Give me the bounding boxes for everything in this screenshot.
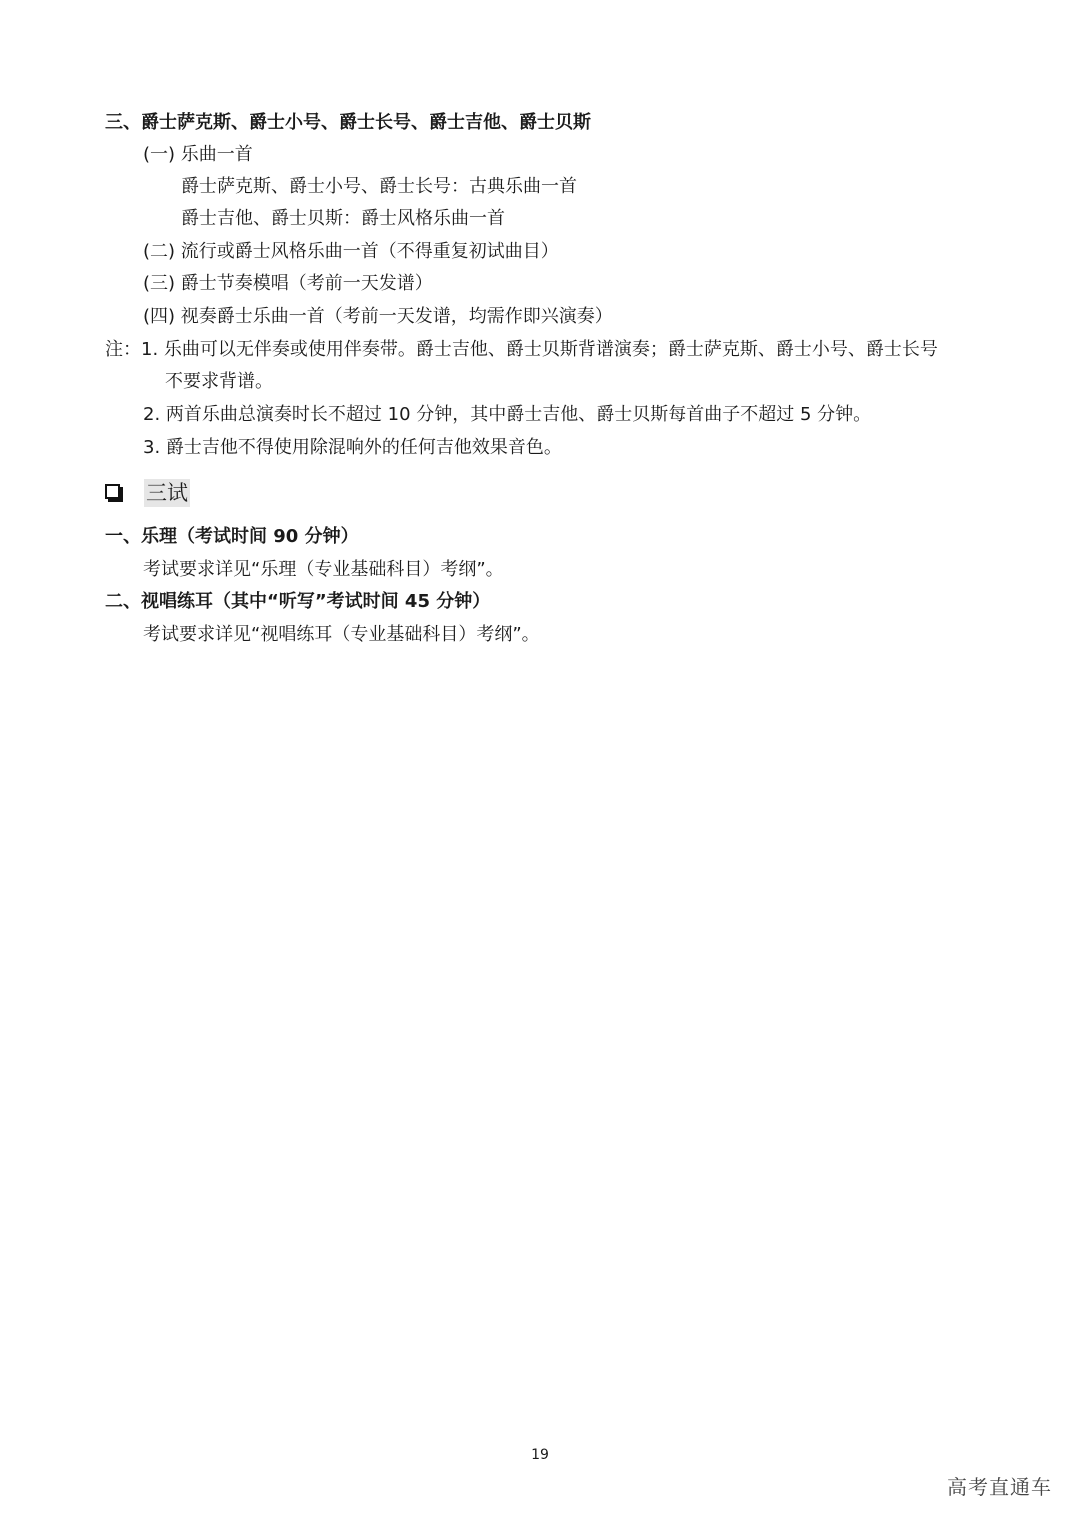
item-1-sub-1: 爵士萨克斯、爵士小号、爵士长号：古典乐曲一首 [181, 176, 577, 197]
note-line-2: 2. 两首乐曲总演奏时长不超过 10 分钟，其中爵士吉他、爵士贝斯每首曲子不超过 5 分钟。 [143, 404, 872, 425]
subsection-text-music-theory: 考试要求详见“乐理（专业基础科目）考纲”。 [143, 559, 504, 580]
checkbox-bullet-icon [105, 484, 120, 499]
item-1-sub-2: 爵士吉他、爵士贝斯：爵士风格乐曲一首 [181, 208, 505, 229]
item-2: (二) 流行或爵士风格乐曲一首（不得重复初试曲目） [143, 241, 559, 262]
item-1: (一) 乐曲一首 [143, 144, 253, 165]
note-line-3: 3. 爵士吉他不得使用除混响外的任何吉他效果音色。 [143, 437, 562, 458]
item-4: (四) 视奏爵士乐曲一首（考前一天发谱，均需作即兴演奏） [143, 306, 613, 327]
section-title-jazz-instruments: 三、爵士萨克斯、爵士小号、爵士长号、爵士吉他、爵士贝斯 [105, 112, 591, 133]
subsection-text-sight-singing: 考试要求详见“视唱练耳（专业基础科目）考纲”。 [143, 624, 540, 645]
watermark: 高考直通车 [947, 1475, 1052, 1499]
subsection-title-sight-singing: 二、视唱练耳（其中“听写”考试时间 45 分钟） [105, 591, 491, 612]
note-line-1-continued: 不要求背谱。 [165, 371, 273, 392]
third-round-heading: 三试 [146, 481, 188, 505]
note-line-1: 注：1. 乐曲可以无伴奏或使用伴奏带。爵士吉他、爵士贝斯背谱演奏；爵士萨克斯、爵士小号、爵士长号 [105, 339, 938, 360]
subsection-title-music-theory: 一、乐理（考试时间 90 分钟） [105, 526, 359, 547]
item-3: (三) 爵士节奏模唱（考前一天发谱） [143, 273, 433, 294]
page-number: 19 [531, 1447, 549, 1463]
